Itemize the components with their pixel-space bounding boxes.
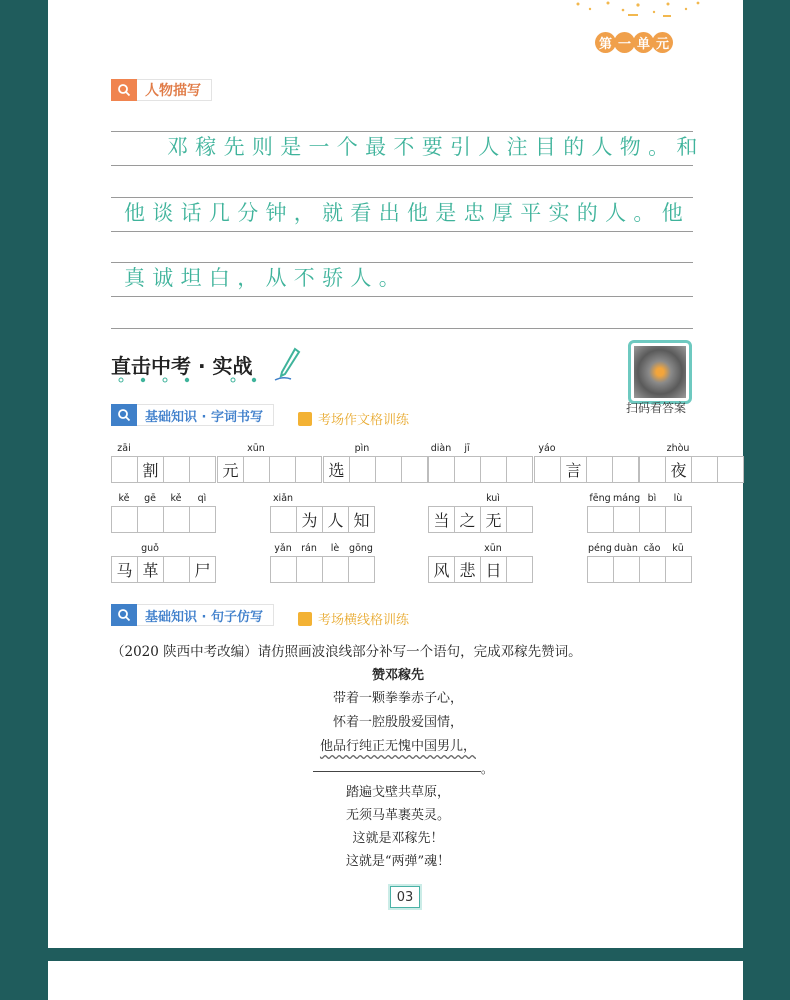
- pinyin-row: [587, 493, 697, 505]
- title-dots: [118, 375, 258, 385]
- empty-char-cell[interactable]: [613, 506, 640, 533]
- empty-char-cell[interactable]: [270, 506, 297, 533]
- empty-char-cell[interactable]: [269, 456, 296, 483]
- pinyin-label: fēng: [589, 493, 611, 504]
- empty-char-cell[interactable]: [163, 456, 190, 483]
- empty-char-cell[interactable]: [270, 556, 297, 583]
- pinyin-label: [506, 493, 532, 505]
- empty-char-cell[interactable]: [401, 456, 428, 483]
- qr-caption: 扫码看答案: [626, 401, 687, 415]
- pinyin-group: [270, 493, 380, 533]
- section-label: 基础知识 · 句子仿写: [137, 604, 274, 626]
- decorative-sparkles: [568, 0, 708, 20]
- poem-line: 怀着一腔殷殷爱国情，: [332, 715, 463, 730]
- empty-char-cell[interactable]: [322, 556, 349, 583]
- pinyin-label: gē: [144, 493, 156, 504]
- pinyin-label: [639, 443, 665, 455]
- poem-title: 赞邓稼先: [371, 668, 424, 683]
- empty-char-cell[interactable]: [189, 456, 216, 483]
- empty-char-cell[interactable]: [665, 506, 692, 533]
- workbook-page: [48, 0, 743, 948]
- section-label: 基础知识 · 字词书写: [137, 404, 274, 426]
- empty-char-cell[interactable]: [137, 506, 164, 533]
- char-boxes: [111, 456, 215, 483]
- empty-char-cell[interactable]: [587, 506, 614, 533]
- pinyin-label: xūn: [484, 543, 502, 554]
- char-cell: 夜: [665, 456, 692, 483]
- pinyin-row: [639, 443, 749, 455]
- pinyin-group: [428, 493, 538, 533]
- pinyin-label: [428, 493, 454, 505]
- pinyin-label: [111, 543, 137, 555]
- pinyin-label: kuì: [486, 493, 500, 504]
- pinyin-label: [454, 493, 480, 505]
- char-boxes: [270, 556, 374, 583]
- pinyin-label: [269, 443, 295, 455]
- char-cell: 选: [323, 456, 350, 483]
- copy-line-2: 他谈话几分钟，就看出他是忠厚平实的人。他: [124, 201, 690, 225]
- pinyin-label: [348, 493, 374, 505]
- empty-char-cell[interactable]: [639, 506, 666, 533]
- pinyin-label: [612, 443, 638, 455]
- pinyin-label: [322, 493, 348, 505]
- pinyin-label: [217, 443, 243, 455]
- char-cell: 马: [111, 556, 138, 583]
- pinyin-label: lè: [330, 543, 340, 554]
- pinyin-label: [586, 443, 612, 455]
- pinyin-label: diàn: [430, 443, 452, 454]
- empty-char-cell[interactable]: [295, 456, 322, 483]
- pinyin-group: [111, 493, 221, 533]
- pinyin-label: [717, 443, 743, 455]
- empty-char-cell[interactable]: [506, 556, 533, 583]
- pinyin-label: [401, 443, 427, 455]
- empty-char-cell[interactable]: [348, 556, 375, 583]
- search-icon: [111, 604, 137, 626]
- unit-char: 元: [652, 32, 673, 53]
- unit-char: 第: [595, 32, 616, 53]
- char-cell: 革: [137, 556, 164, 583]
- pinyin-label: [189, 443, 215, 455]
- copy-line-1: 邓稼先则是一个最不要引人注目的人物。和: [167, 135, 705, 159]
- pinyin-label: duàn: [614, 543, 638, 554]
- section-label: 人物描写: [137, 79, 212, 101]
- pinyin-group: [534, 443, 644, 483]
- empty-char-cell[interactable]: [111, 506, 138, 533]
- pinyin-row: [428, 443, 538, 455]
- pinyin-label: kū: [672, 543, 684, 554]
- section-tag-character: [111, 79, 212, 101]
- pencil-icon: [298, 412, 312, 426]
- search-icon: [111, 79, 137, 101]
- empty-char-cell[interactable]: [586, 456, 613, 483]
- pinyin-label: [480, 443, 506, 455]
- char-boxes: [587, 506, 691, 533]
- pinyin-row: [428, 493, 538, 505]
- pinyin-label: [323, 443, 349, 455]
- copy-line-3: 真诚坦白，从不骄人。: [124, 266, 407, 290]
- char-boxes: [428, 456, 532, 483]
- page-number: 03: [390, 886, 420, 908]
- pinyin-label: [189, 543, 215, 555]
- pinyin-label: kě: [118, 493, 130, 504]
- pinyin-group: [323, 443, 433, 483]
- pinyin-label: [506, 543, 532, 555]
- pinyin-group: [587, 543, 697, 583]
- pinyin-label: lù: [673, 493, 683, 504]
- char-boxes: [534, 456, 638, 483]
- pinyin-label: rán: [301, 543, 317, 554]
- pinyin-label: [506, 443, 532, 455]
- char-boxes: [217, 456, 321, 483]
- pinyin-label: xiǎn: [272, 493, 294, 504]
- pinyin-label: [375, 443, 401, 455]
- pinyin-row: [270, 493, 380, 505]
- unit-char: 单: [633, 32, 654, 53]
- poem-line: 无须马革裹英灵。: [345, 808, 450, 823]
- pinyin-group: [587, 493, 697, 533]
- empty-char-cell[interactable]: [639, 456, 666, 483]
- char-boxes: [111, 556, 215, 583]
- section-tag-sentences: [111, 604, 274, 626]
- wavy-underlined-line: 他品行纯正无愧中国男儿，: [319, 739, 476, 754]
- pinyin-row: [587, 543, 697, 555]
- pinyin-row: [534, 443, 644, 455]
- char-cell: 知: [348, 506, 375, 533]
- empty-char-cell[interactable]: [189, 506, 216, 533]
- pinyin-label: pìn: [354, 443, 370, 454]
- pinyin-label: yǎn: [274, 543, 292, 554]
- char-boxes: [428, 506, 532, 533]
- char-cell: 尸: [189, 556, 216, 583]
- sub-tag-composition: [298, 409, 409, 428]
- char-cell: 风: [428, 556, 455, 583]
- pinyin-label: péng: [588, 543, 612, 554]
- search-icon: [111, 404, 137, 426]
- empty-char-cell[interactable]: [296, 556, 323, 583]
- unit-char: 一: [614, 32, 635, 53]
- pinyin-group: [111, 543, 221, 583]
- qr-code-image: [634, 346, 686, 398]
- sub-tag-label: 考场作文格训练: [318, 413, 410, 428]
- empty-char-cell[interactable]: [163, 506, 190, 533]
- pinyin-label: qì: [197, 493, 207, 504]
- char-boxes: [587, 556, 691, 583]
- divider: [111, 328, 693, 329]
- pinyin-row: [111, 443, 221, 455]
- pinyin-group: [639, 443, 749, 483]
- pinyin-label: máng: [613, 493, 641, 504]
- empty-char-cell[interactable]: [506, 506, 533, 533]
- char-boxes: [111, 506, 215, 533]
- section-tag-words: [111, 404, 274, 426]
- sub-tag-lines: [298, 609, 409, 628]
- empty-char-cell[interactable]: [612, 456, 639, 483]
- pinyin-label: bì: [647, 493, 657, 504]
- char-cell: 日: [480, 556, 507, 583]
- empty-char-cell[interactable]: [587, 556, 614, 583]
- pinyin-label: [691, 443, 717, 455]
- pinyin-label: zhòu: [666, 443, 690, 454]
- empty-char-cell[interactable]: [613, 556, 640, 583]
- pinyin-label: kě: [170, 493, 182, 504]
- pinyin-label: [163, 443, 189, 455]
- empty-char-cell[interactable]: [639, 556, 666, 583]
- pencil-icon: [298, 612, 312, 626]
- qr-code[interactable]: [628, 340, 692, 404]
- char-cell: 言: [560, 456, 587, 483]
- char-cell: 当: [428, 506, 455, 533]
- question-prompt: （2020 陕西中考改编）请仿照画波浪线部分补写一个语句，完成邓稼先赞词。: [111, 644, 582, 660]
- pinyin-label: zāi: [117, 443, 131, 454]
- char-cell: 悲: [454, 556, 481, 583]
- empty-char-cell[interactable]: [428, 456, 455, 483]
- pinyin-group: [428, 543, 538, 583]
- char-boxes: [639, 456, 743, 483]
- pinyin-label: jī: [464, 443, 470, 454]
- pinyin-label: [137, 443, 163, 455]
- pen-icon: [273, 346, 303, 382]
- pinyin-label: [296, 493, 322, 505]
- unit-badge: [597, 32, 673, 53]
- char-boxes: [270, 506, 374, 533]
- pinyin-label: [454, 543, 480, 555]
- char-cell: 割: [137, 456, 164, 483]
- answer-blank[interactable]: [313, 771, 481, 772]
- empty-char-cell[interactable]: [534, 456, 561, 483]
- pinyin-group: [428, 443, 538, 483]
- empty-char-cell[interactable]: [454, 456, 481, 483]
- poem-line: 这就是“两弹”魂！: [345, 854, 451, 869]
- empty-char-cell[interactable]: [163, 556, 190, 583]
- empty-char-cell[interactable]: [349, 456, 376, 483]
- pinyin-label: [560, 443, 586, 455]
- pinyin-group: [270, 543, 380, 583]
- pinyin-group: [217, 443, 327, 483]
- next-page-edge: [48, 961, 743, 1000]
- pinyin-label: xūn: [247, 443, 265, 454]
- empty-char-cell[interactable]: [506, 456, 533, 483]
- pinyin-label: [295, 443, 321, 455]
- empty-char-cell[interactable]: [111, 456, 138, 483]
- pinyin-row: [217, 443, 327, 455]
- pinyin-label: [163, 543, 189, 555]
- pinyin-row: [428, 543, 538, 555]
- pinyin-label: gōng: [349, 543, 373, 554]
- char-cell: 之: [454, 506, 481, 533]
- empty-char-cell[interactable]: [691, 456, 718, 483]
- poem-line-wavy: [48, 735, 748, 754]
- pinyin-label: [428, 543, 454, 555]
- poem-line: 踏遍戈壁共草原，: [345, 785, 450, 800]
- poem-line: 这就是邓稼先！: [352, 831, 444, 846]
- pinyin-row: [323, 443, 433, 455]
- practice-title: 直击中考 · 实战: [111, 354, 253, 378]
- pinyin-label: yáo: [538, 443, 556, 454]
- char-boxes: [323, 456, 427, 483]
- pinyin-label: cǎo: [643, 543, 661, 554]
- empty-char-cell[interactable]: [375, 456, 402, 483]
- empty-char-cell[interactable]: [717, 456, 744, 483]
- pinyin-group: [111, 443, 221, 483]
- pinyin-row: [111, 543, 221, 555]
- empty-char-cell[interactable]: [665, 556, 692, 583]
- empty-char-cell[interactable]: [480, 456, 507, 483]
- char-cell: 为: [296, 506, 323, 533]
- pinyin-row: [270, 543, 380, 555]
- char-cell: 人: [322, 506, 349, 533]
- char-cell: 元: [217, 456, 244, 483]
- empty-char-cell[interactable]: [243, 456, 270, 483]
- blank-period: 。: [481, 762, 494, 776]
- pinyin-row: [111, 493, 221, 505]
- poem-line: 带着一颗拳拳赤子心，: [332, 691, 463, 706]
- pinyin-label: guǒ: [141, 543, 159, 554]
- sub-tag-label: 考场横线格训练: [318, 613, 410, 628]
- char-cell: 无: [480, 506, 507, 533]
- char-boxes: [428, 556, 532, 583]
